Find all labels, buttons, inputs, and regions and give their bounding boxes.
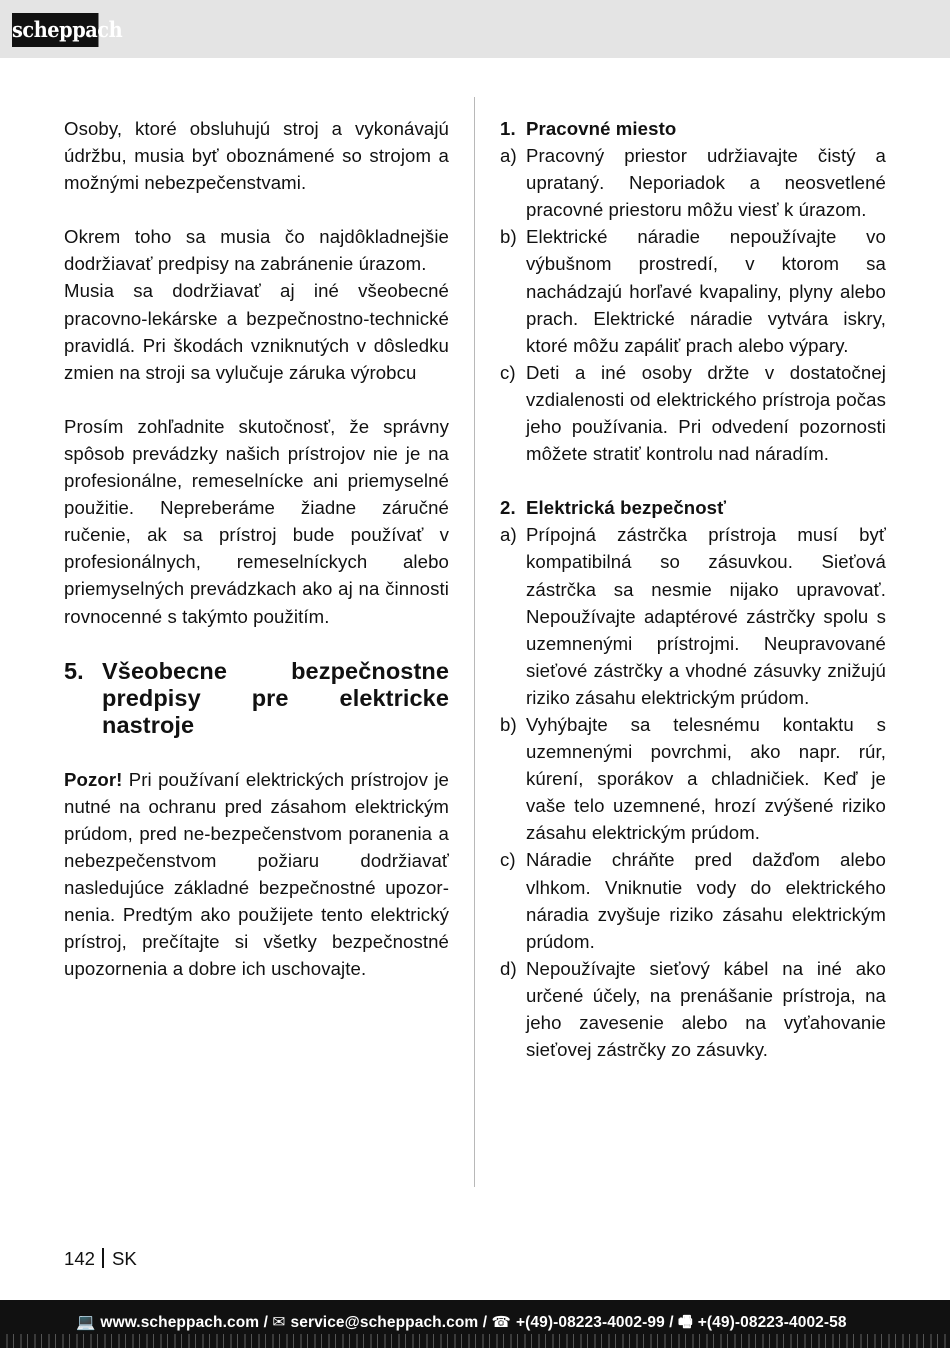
page-separator [102, 1248, 104, 1268]
right-column [500, 115, 886, 1063]
column-divider [474, 97, 475, 1187]
section-title-line1: Všeobecne bezpečnostne [102, 657, 449, 684]
phone-number: +(49)-08223-4002-99 [515, 1314, 665, 1331]
page-footer [0, 1300, 950, 1348]
separator: / [259, 1314, 273, 1331]
email-link[interactable]: service@scheppach.com [290, 1314, 479, 1331]
item-text: Nepoužívajte sieťový kábel na iné ako určené účely, na prenášanie prístroja, na jeho zavesenie alebo na vyťahovanie sieťovej zástrčky zo zásuvky. [526, 957, 886, 1061]
section-number: 5. [64, 657, 84, 684]
item-text: Elektrické náradie nepoužívajte vo výbušnom prostredí, v ktorom sa nachádzajú horľavé kvapaliny, plyny alebo prach. Elektrické náradie vytvára iskry, ktoré môžu zapáliť prach alebo výpary. [526, 226, 886, 356]
section-title-rest: predpisy pre elektricke nastroje [102, 684, 449, 738]
subsection-2-heading [500, 494, 886, 521]
left-column [64, 115, 449, 982]
computer-icon: 💻 [76, 1314, 96, 1331]
fax-number: +(49)-08223-4002-58 [697, 1314, 847, 1331]
subsection-number: 1. [500, 118, 516, 139]
subsection-number: 2. [500, 497, 516, 519]
list-item [500, 846, 886, 954]
warning-label: Pozor! [64, 768, 123, 790]
list-item [500, 223, 886, 358]
list-item [500, 142, 886, 223]
item-text: Náradie chráňte pred dažďom alebo vlhkom. Vniknutie vody do elektrického náradia zvyšuje riziko zásahu elektrickým prúdom. [526, 849, 886, 952]
page-language: SK [112, 1248, 137, 1269]
paragraph-regulations: Okrem toho sa musia čo najdôkladnejšie dodržiavať predpisy na zabránenie úrazom. [64, 226, 449, 275]
list-item [500, 359, 886, 467]
list-item [500, 521, 886, 711]
subsection-1-heading [500, 115, 886, 142]
page-header [0, 0, 950, 58]
phone-icon: ☎ [491, 1314, 511, 1331]
paragraph-operators: Osoby, ktoré obsluhujú stroj a vykonávajú údržbu, musia byť oboznámené so strojom a možnými nebezpečenstvami. [64, 118, 449, 194]
scheppach-logo: scheppach [12, 13, 98, 47]
separator: / [664, 1314, 679, 1331]
envelope-icon: ✉ [272, 1314, 286, 1331]
paragraph-warning [64, 766, 449, 983]
page-number-value: 142 [64, 1248, 96, 1269]
subsection-title: Pracovné miesto [526, 118, 677, 139]
paragraph-intended-use: Prosím zohľadnite skutočnosť, že správny spôsob prevádzky našich prístrojov nie je na profesionálne, remeselnícke ani priemyselné použitie. Nepreberáme žiadne záručné ručenie, ak sa prístroj bude používať v profesionálnych, remeselníckych alebo priemyselných prevádzkach ako aj na činnosti rovnocenné s takýmto použitím. [64, 415, 449, 627]
item-letter: a) [500, 524, 517, 546]
section-5-heading [64, 658, 449, 739]
page-number [64, 1247, 137, 1271]
website-link[interactable]: www.scheppach.com [100, 1314, 260, 1331]
item-text: Deti a iné osoby držte v dostatočnej vzdialenosti od elektrického prístroja počas jeho používania. Pri odvedení pozornosti môžete stratiť kontrolu nad náradím. [526, 361, 886, 465]
separator: / [478, 1314, 492, 1331]
list-item [500, 711, 886, 846]
item-letter: d) [500, 957, 517, 979]
subsection-title: Elektrická bezpečnosť [526, 497, 727, 519]
paragraph-general-rules: Musia sa dodržiavať aj iné všeobecné pracovno-lekárske a bezpečnostno-technické pravidlá. Pri škodách vzniknutých v dôsledku zmien na stroji sa vylučuje záruka výrobcu [64, 280, 449, 383]
item-text: Pracovný priestor udržiavajte čistý a uprataný. Neporiadok a neosvetlené pracovné priestoru môžu viesť k úrazom. [526, 145, 886, 221]
warning-text: Pri používaní elektrických prístrojov je nutné na ochranu pred zásahom elektrickým prúdom, pred ne-bezpečenstvom poranenia a nebezpečenstvom požiaru dodržiavať nasledujúce základné bezpečnostné upozor-nenia. Predtým ako použijete tento elektrický prístroj, prečítajte si všetky bezpečnostné upozornenia a dobre ich uschovajte. [64, 768, 449, 980]
item-letter: c) [500, 361, 516, 383]
fax-icon: 🖷 [678, 1314, 693, 1331]
list-item [500, 955, 886, 1063]
item-letter: b) [500, 226, 517, 248]
contact-line [76, 1310, 847, 1337]
item-text: Vyhýbajte sa telesnému kontaktu s uzemnenými povrchmi, ako napr. rúr, kúrení, sporákov a chladničiek. Keď je vaše telo uzemnené, hrozí zvýšené riziko zásahu elektrickým prúdom. [526, 713, 886, 844]
item-letter: a) [500, 145, 517, 167]
item-letter: b) [500, 713, 517, 735]
item-letter: c) [500, 849, 516, 871]
item-text: Prípojná zástrčka prístroja musí byť kompatibilná so zásuvkou. Sieťová zástrčka sa nesmie nijako upravovať. Nepoužívajte adaptérové zástrčky spolu s uzemnenými prístrojmi. Neupravované sieťové zástrčky a vhodné zásuvky znižujú riziko zásahu elektrickým prúdom. [526, 524, 886, 708]
